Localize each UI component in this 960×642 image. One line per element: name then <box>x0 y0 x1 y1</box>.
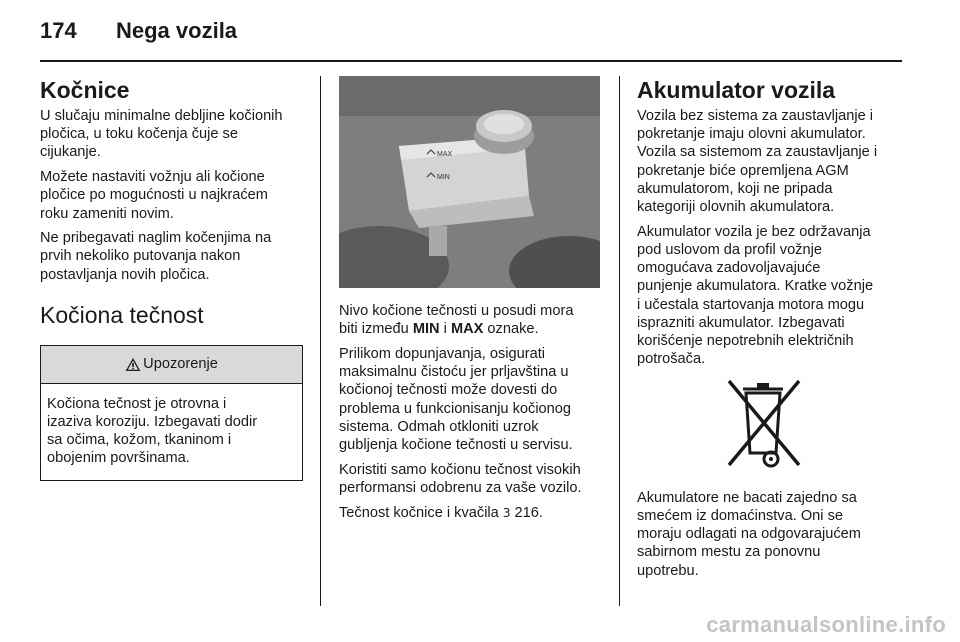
warning-triangle-icon <box>125 357 141 372</box>
paragraph: Vozila bez sistema za zaustavljanje i pokretanje imaju olovni akumulator. Vozila sa sistemom za zaustavljanje i pokretanje biće opremljena AGM akumulatorom, koji ne pripada kategoriji olovnih akumulatora. <box>637 108 878 216</box>
paragraph: U slučaju minimalne debljine kočionih pločica, u toku kočenja čuje se cijukanje. <box>40 108 283 161</box>
warning-label: Upozorenje <box>143 356 218 373</box>
page-header <box>40 18 237 48</box>
paragraph: Akumulatore ne bacati zajedno sa smećem iz domaćinstva. Oni se moraju odlagati na odgovarajućem sabirnom mestu za ponovnu upotrebu. <box>637 489 861 579</box>
max-mark: MAX <box>437 151 453 158</box>
header-rule <box>40 60 902 62</box>
page-ref-number: 216. <box>510 504 543 521</box>
brake-fluid-reservoir-photo <box>339 76 600 288</box>
paragraph: Nivo kočione tečnosti u posudi mora biti između MIN i MAX oznake. <box>339 303 574 338</box>
page-number: 174 <box>40 18 77 43</box>
paragraph: Akumulator vozila je bez održavanja pod uslovom da profil vožnje omogućava zadovoljavajuće punjenje akumulatora. Kratke vožnje i učestala startovanja motora mogu isprazniti akumulator. Izbegavati korišćenje nepotrebnih električnih potrošača. <box>637 223 874 368</box>
crossed-out-bin-icon <box>711 375 815 475</box>
column-divider <box>320 76 321 606</box>
min-label: MIN <box>412 321 440 338</box>
warning-text: Kočiona tečnost je otrovna i izaziva koroziju. Izbegavati dodir sa očima, kožom, tkaninom i obojenim površinama. <box>47 395 258 467</box>
column-battery <box>637 76 903 586</box>
column-divider <box>619 76 620 606</box>
page-ref-arrow-icon: 3 <box>502 505 511 520</box>
max-label: MAX <box>450 321 484 338</box>
paragraph: Ne pribegavati naglim kočenjima na prvih nekoliko putovanja nakon postavljanja novih pločica. <box>40 230 272 283</box>
chapter-title: Nega vozila <box>116 18 238 43</box>
section-title-brakes: Kočnice <box>40 77 130 103</box>
cross-reference[interactable]: Tečnost kočnice i kvačila 3 216. <box>339 504 543 521</box>
column-brakes <box>40 76 308 481</box>
section-title-battery: Akumulator vozila <box>637 77 836 103</box>
section-title-brake-fluid: Kočiona tečnost <box>40 301 204 328</box>
warning-box <box>40 345 303 481</box>
watermark: carmanualsonline.info <box>706 612 946 637</box>
paragraph: Prilikom dopunjavanja, osigurati maksimalnu čistoću jer prljavština u kočionoj tečnosti može dovesti do problema u funkcionisanju kočionog sistema. Odmah otkloniti uzrok gubljenja kočione tečnosti u servisu. <box>339 345 573 453</box>
warning-header <box>41 346 302 384</box>
paragraph: Možete nastaviti vožnju ali kočione pločice po mogućnosti u najkraćem roku zameniti novim. <box>40 169 268 222</box>
min-mark: MIN <box>437 174 450 181</box>
paragraph: Koristiti samo kočionu tečnost visokih performansi odobrenu za vaše vozilo. <box>339 461 582 496</box>
column-fluid-level <box>339 76 605 528</box>
